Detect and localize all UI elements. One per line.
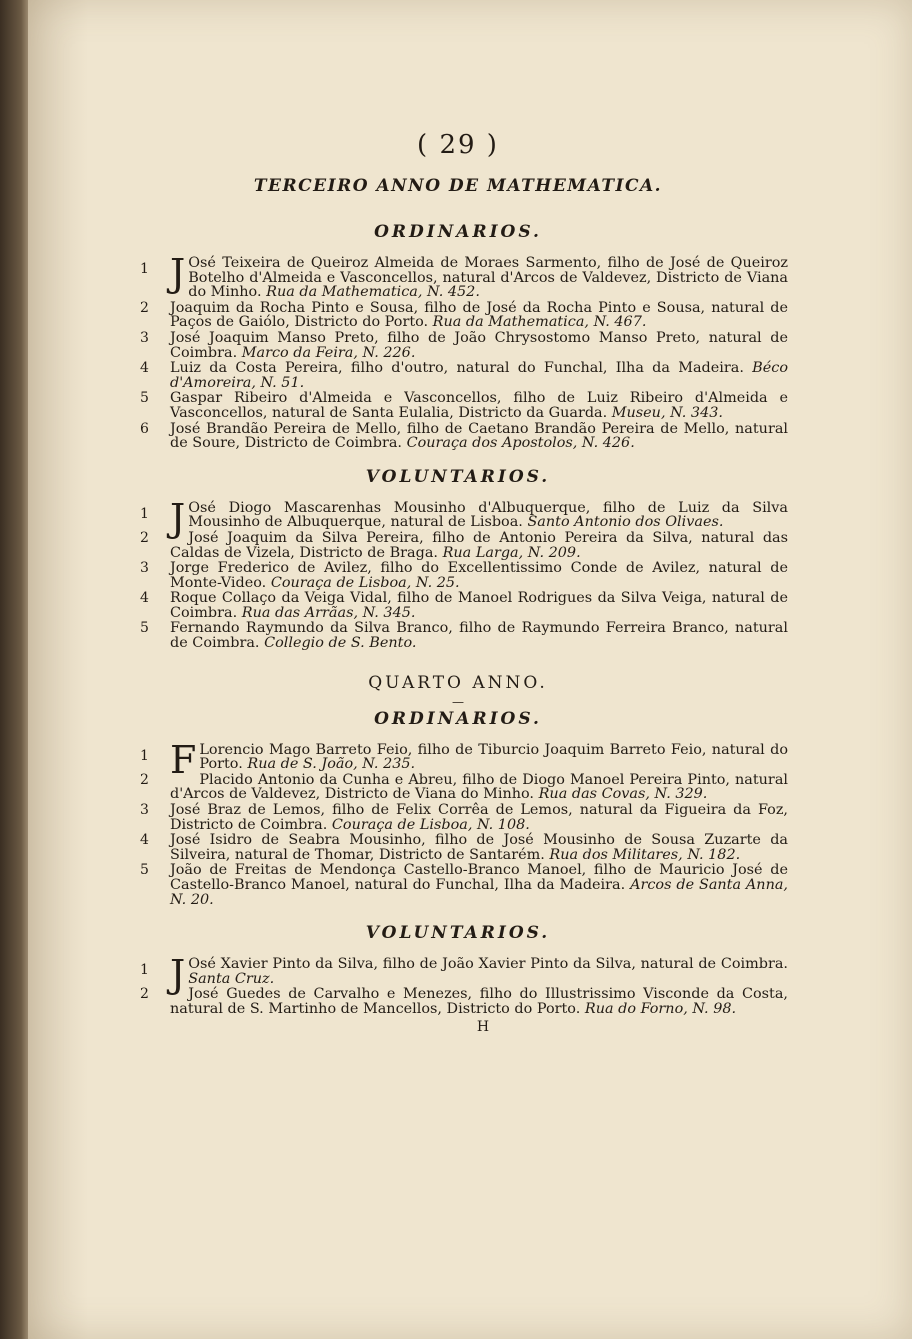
entry-text: Roque Collaço da Veiga Vidal, filho de Manoel Rodrigues da Silva Veiga, natural de Coimbra. — [170, 590, 788, 621]
entry-number: 6 — [140, 420, 149, 437]
list-item — [128, 301, 788, 330]
entry-number: 4 — [140, 590, 149, 607]
entry-text: Fernando Raymundo da Silva Branco, filho de Raymundo Ferreira Branco, natural de Coimbra. — [170, 620, 788, 652]
entry-address: Santo Antonio dos Olivaes. — [527, 514, 724, 531]
list-item — [128, 531, 788, 560]
entry-address: Rua dos Militares, N. 182. — [549, 846, 741, 863]
entry-number: 2 — [140, 299, 149, 316]
drop-cap: J — [170, 495, 186, 540]
book-gutter — [0, 0, 30, 1339]
subsection-heading: ORDINARIOS. — [374, 708, 542, 729]
drop-cap: J — [170, 952, 186, 997]
list-item — [128, 251, 788, 301]
entry-address: Rua das Covas, N. 329. — [538, 786, 708, 803]
list-item — [128, 773, 788, 802]
entry-address: Couraça de Lisboa, N. 25. — [270, 574, 460, 591]
subsection-heading: VOLUNTARIOS. — [365, 923, 551, 944]
entry-text: Luiz da Costa Pereira, filho d'outro, natural do Funchal, Ilha da Madeira. — [170, 360, 744, 377]
entry-number: 4 — [140, 360, 149, 377]
entry-address: Couraça de Lisboa, N. 108. — [331, 816, 530, 833]
entry-text: Gaspar Ribeiro d'Almeida e Vasconcellos, filho de Luiz Ribeiro d'Almeida e Vasconcellos, natural de Santa Eulalia, Districto da Guarda. — [170, 390, 788, 421]
entry-text: Osé Xavier Pinto da Silva, filho de João Xavier Pinto da Silva, natural de Coimbra. — [188, 956, 788, 973]
page-content — [128, 130, 788, 1035]
list-item — [128, 591, 788, 620]
entry-address: Rua Larga, N. 209. — [442, 544, 581, 561]
entry-address: Couraça dos Apostolos, N. 426. — [406, 435, 635, 452]
drop-cap: F — [170, 737, 197, 782]
list-item — [128, 391, 788, 420]
subsection-heading: ORDINARIOS. — [374, 222, 542, 242]
entry-address: Rua da Mathematica, N. 452. — [266, 284, 480, 301]
list-item — [128, 833, 788, 862]
drop-cap: J — [170, 251, 186, 295]
list-item — [128, 987, 788, 1016]
entry-text: José Guedes de Carvalho e Menezes, filho do Illustrissimo Visconde da Costa, natural de S. Martinho de Mancellos, Districto do Porto. — [170, 986, 788, 1017]
page-number: ( 29 ) — [417, 130, 499, 160]
entry-text: José Joaquim Manso Preto, filho de João Chrysostomo Manso Preto, natural de Coimbra. — [170, 329, 788, 361]
entry-text: José Isidro de Seabra Mousinho, filho de José Mousinho de Sousa Zuzarte da Silveira, natural de Thomar, Districto de Santarém. — [170, 832, 788, 863]
ornament-dash: — — [452, 694, 464, 709]
list-item — [128, 331, 788, 360]
entry-number: 1 — [140, 962, 149, 979]
list-item — [128, 952, 788, 997]
entry-address: Rua das Arrãas, N. 345. — [241, 604, 416, 621]
section-title: TERCEIRO ANNO DE MATHEMATICA. — [253, 176, 663, 196]
quarto-title: QUARTO ANNO. — [368, 672, 548, 693]
fourth-year-sections — [128, 709, 788, 1017]
entry-number: 1 — [140, 505, 149, 522]
list-item — [128, 422, 788, 451]
entry-list — [128, 952, 788, 1017]
entry-number: 2 — [140, 986, 149, 1003]
entry-address: Collegio de S. Bento. — [264, 635, 417, 652]
entry-number: 5 — [140, 390, 149, 407]
entry-number: 5 — [140, 862, 149, 879]
entry-number: 4 — [140, 832, 149, 849]
entry-text: Osé Teixeira de Queiroz Almeida de Moraes Sarmento, filho de José de Queiroz Botelho d'Almeida e Vasconcellos, natural d'Arcos de Valdevez, Districto de Viana do Minho. — [188, 255, 788, 301]
entry-number: 2 — [140, 529, 149, 546]
entry-list — [128, 495, 788, 652]
entry-address: Museu, N. 343. — [611, 404, 723, 421]
entry-address: Arcos de Santa Anna, N. 20. — [170, 877, 789, 908]
entry-number: 1 — [140, 261, 149, 277]
entry-number: 1 — [140, 747, 149, 764]
entry-text: José Braz de Lemos, filho de Felix Corrêa de Lemos, natural da Figueira da Foz, Districto de Coimbra. — [170, 802, 788, 833]
entry-text: Lorencio Mago Barreto Feio, filho de Tiburcio Joaquim Barreto Feio, natural do Porto. — [199, 741, 788, 773]
entry-address: Rua da Mathematica, N. 467. — [432, 314, 647, 331]
entry-text: Joaquim da Rocha Pinto e Sousa, filho de José da Rocha Pinto e Sousa, natural de Paços de Gaiólo, Districto do Porto. — [170, 299, 788, 331]
entry-number: 5 — [140, 620, 149, 637]
entry-address: Santa Cruz. — [188, 970, 275, 987]
entry-number: 3 — [140, 802, 149, 819]
subsection-heading: VOLUNTARIOS. — [365, 466, 551, 487]
entry-text: Placido Antonio da Cunha e Abreu, filho de Diogo Manoel Pereira Pinto, natural d'Arcos de Valdevez, Districto de Viana do Minho. — [170, 771, 788, 803]
list-item — [128, 863, 788, 907]
entry-text: Osé Diogo Mascarenhas Mousinho d'Albuquerque, filho de Luiz da Silva Mousinho de Albuquerque, natural de Lisboa. — [188, 499, 788, 531]
entry-address: Rua do Forno, N. 98. — [584, 1000, 737, 1017]
entry-number: 3 — [140, 560, 149, 577]
entry-number: 2 — [140, 771, 149, 788]
entry-text: José Brandão Pereira de Mello, filho de Caetano Brandão Pereira de Mello, natural de Soure, Districto de Coimbra. — [170, 420, 788, 452]
entry-text: João de Freitas de Mendonça Castello-Branco Manoel, filho de Mauricio José de Castello-Branco Manoel, natural do Funchal, Ilha da Madeira. — [170, 862, 788, 893]
entry-address: Béco d'Amoreira, N. 51. — [170, 360, 788, 391]
entry-number: 3 — [140, 329, 149, 346]
list-item — [128, 737, 788, 782]
book-page — [28, 0, 912, 1339]
list-item — [128, 361, 788, 390]
entry-list — [128, 251, 788, 452]
list-item — [128, 561, 788, 590]
entry-text: Jorge Frederico de Avilez, filho do Excellentissimo Conde de Avilez, natural de Monte-Video. — [170, 560, 788, 591]
signature-mark: H — [476, 1018, 490, 1035]
list-item — [128, 495, 788, 540]
list-item — [128, 803, 788, 832]
third-year-sections — [128, 222, 788, 651]
entry-text: José Joaquim da Silva Pereira, filho de Antonio Pereira da Silva, natural das Caldas de Vizela, Districto de Braga. — [170, 529, 788, 561]
list-item — [128, 621, 788, 650]
entry-address: Rua de S. João, N. 235. — [247, 756, 416, 773]
entry-address: Marco da Feira, N. 226. — [241, 344, 416, 361]
entry-list — [128, 737, 789, 908]
